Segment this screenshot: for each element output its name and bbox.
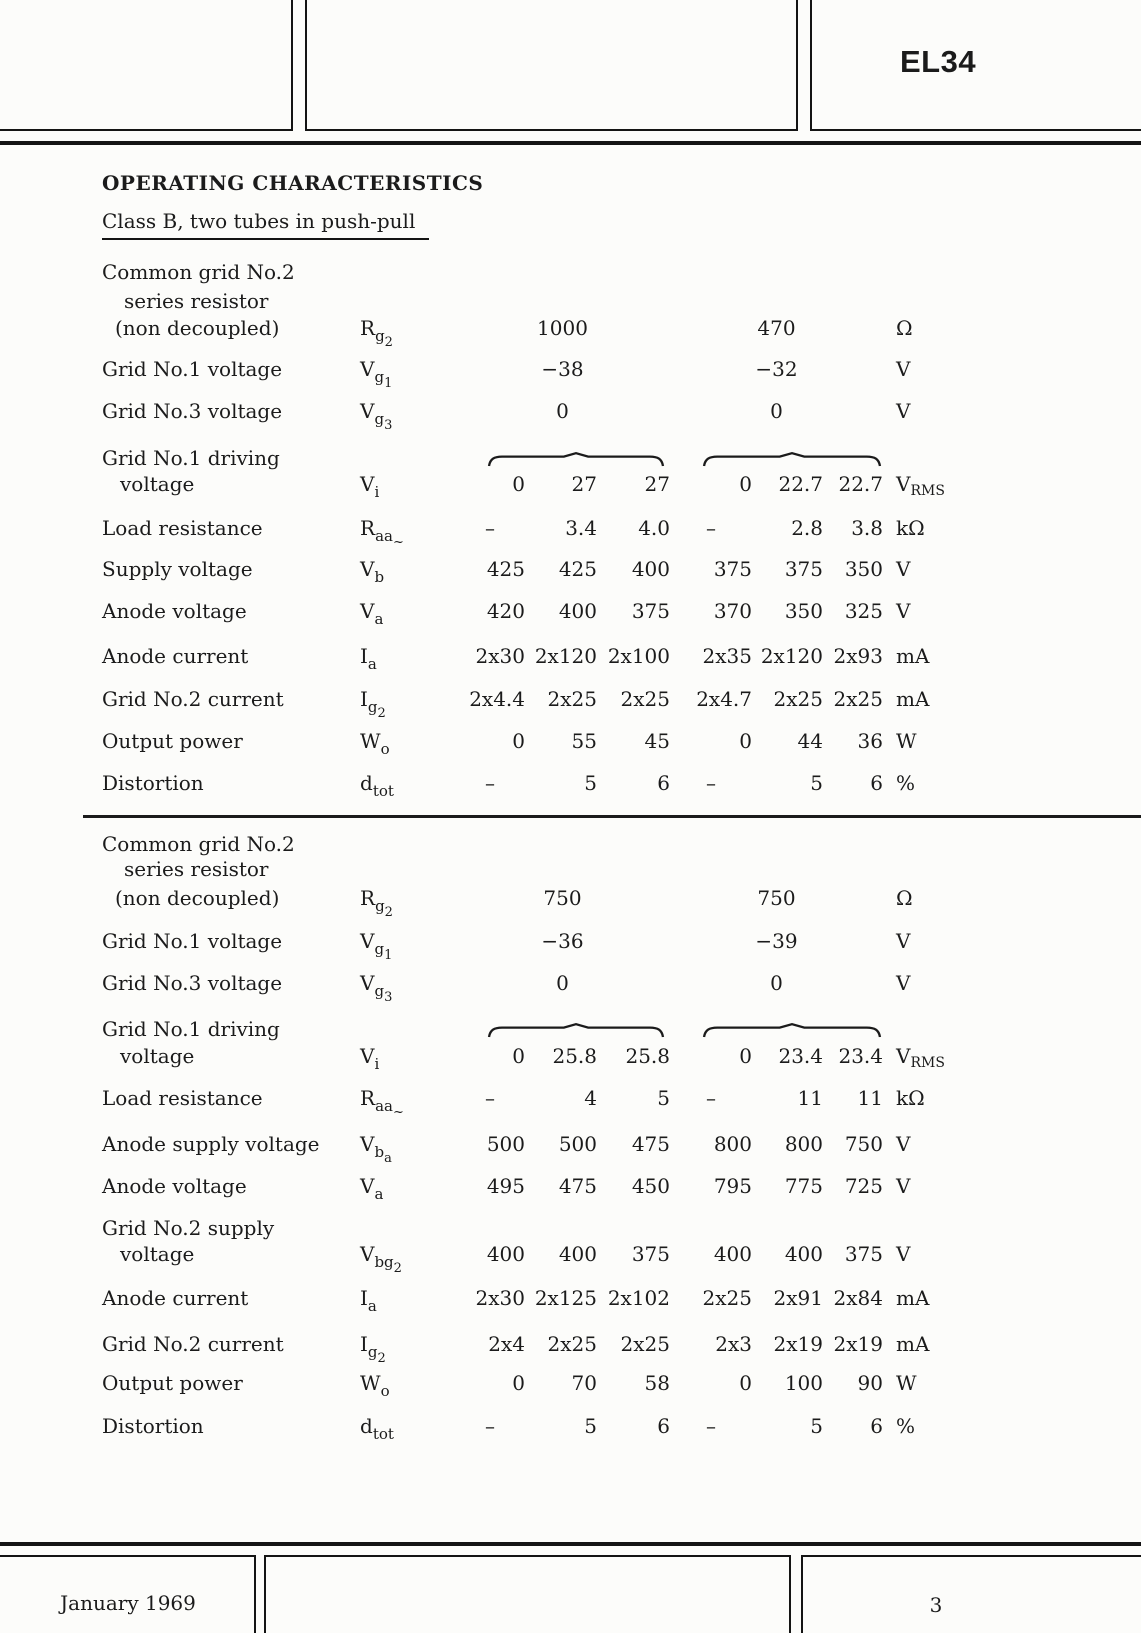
value-cell: 45 bbox=[644, 729, 670, 753]
unit-cell: mA bbox=[896, 1286, 930, 1310]
table-row bbox=[102, 1283, 964, 1313]
value-cell: 375 bbox=[844, 1242, 883, 1266]
value-cell: 500 bbox=[486, 1132, 525, 1156]
overbrace bbox=[487, 452, 665, 468]
value-cell: 2x19 bbox=[833, 1332, 883, 1356]
value-cell: 2x25 bbox=[702, 1286, 752, 1310]
value-cell: 2x120 bbox=[760, 644, 823, 668]
param-symbol: $V_{g3}$ bbox=[360, 971, 393, 1005]
param-label: Grid No.2 current bbox=[102, 687, 284, 711]
value-cell: 375 bbox=[784, 557, 823, 581]
value-cell: 3.8 bbox=[851, 516, 883, 540]
value-cell: 6 bbox=[870, 771, 883, 795]
value-cell: 23.4 bbox=[838, 1044, 883, 1068]
value-cell: 27 bbox=[571, 472, 597, 496]
param-symbol: $V_{g1}$ bbox=[360, 929, 393, 963]
value-cell: 400 bbox=[558, 1242, 597, 1266]
unit-cell: V bbox=[896, 1242, 911, 1266]
unit-cell: $V_{RMS}$ bbox=[896, 1044, 945, 1071]
page-number: 3 bbox=[929, 1593, 943, 1617]
header-frame-center bbox=[305, 0, 798, 131]
value-cell: – bbox=[485, 1414, 495, 1438]
value-cell: 400 bbox=[713, 1242, 752, 1266]
unit-cell: mA bbox=[896, 644, 930, 668]
header-frame-left bbox=[0, 0, 293, 131]
param-label: voltage bbox=[120, 472, 195, 496]
param-label: Grid No.3 voltage bbox=[102, 399, 283, 423]
value-cell: 2x19 bbox=[773, 1332, 823, 1356]
table-row bbox=[102, 968, 964, 1005]
table-row bbox=[102, 396, 964, 433]
value-cell: 0 bbox=[739, 472, 752, 496]
page-title: OPERATING CHARACTERISTICS bbox=[102, 171, 484, 195]
param-label: Grid No.2 supply bbox=[102, 1216, 275, 1240]
value-cell: – bbox=[485, 1086, 495, 1110]
param-symbol: $V_{g3}$ bbox=[360, 399, 393, 433]
value-cell: 23.4 bbox=[778, 1044, 823, 1068]
value-cell: 2.8 bbox=[791, 516, 823, 540]
overbrace bbox=[702, 452, 882, 468]
table-row bbox=[102, 1041, 964, 1071]
param-label: Output power bbox=[102, 729, 243, 753]
value-cell: 2x4.4 bbox=[469, 687, 525, 711]
value-cell: 350 bbox=[844, 557, 883, 581]
value-cell: 44 bbox=[797, 729, 823, 753]
param-label: Supply voltage bbox=[102, 557, 253, 581]
param-symbol: $V_{g1}$ bbox=[360, 357, 393, 391]
param-symbol: $V_{ba}$ bbox=[360, 1132, 392, 1166]
param-label: series resistor bbox=[124, 289, 269, 313]
param-label: Anode supply voltage bbox=[102, 1132, 320, 1156]
section-subtitle: Class B, two tubes in push-pull bbox=[102, 209, 429, 240]
value-cell: 425 bbox=[486, 557, 525, 581]
table-row bbox=[102, 469, 964, 499]
unit-cell: W bbox=[896, 1371, 917, 1395]
param-label: Grid No.1 driving bbox=[102, 446, 280, 470]
param-symbol: $d_{tot}$ bbox=[360, 771, 394, 800]
value-cell: 0 bbox=[512, 729, 525, 753]
table-row bbox=[102, 1083, 964, 1120]
unit-cell: $V_{RMS}$ bbox=[896, 472, 945, 499]
value-cell: 750 bbox=[543, 886, 582, 910]
unit-cell: V bbox=[896, 1132, 911, 1156]
overbrace bbox=[702, 1023, 882, 1039]
value-cell: 2x25 bbox=[833, 687, 883, 711]
value-cell: 495 bbox=[486, 1174, 525, 1198]
value-cell: 2x4.7 bbox=[696, 687, 752, 711]
value-cell: 0 bbox=[556, 971, 569, 995]
value-cell: 5 bbox=[810, 771, 823, 795]
value-cell: 375 bbox=[631, 1242, 670, 1266]
value-cell: 2x25 bbox=[547, 687, 597, 711]
value-cell: 2x91 bbox=[773, 1286, 823, 1310]
param-symbol: $V_b$ bbox=[360, 557, 385, 586]
value-cell: 475 bbox=[631, 1132, 670, 1156]
value-cell: 5 bbox=[810, 1414, 823, 1438]
table-row bbox=[102, 1171, 964, 1201]
value-cell: 2x25 bbox=[773, 687, 823, 711]
value-cell: 2x93 bbox=[833, 644, 883, 668]
value-cell: 36 bbox=[857, 729, 883, 753]
value-cell: 1000 bbox=[537, 316, 588, 340]
value-cell: 0 bbox=[512, 1044, 525, 1068]
value-cell: 27 bbox=[644, 472, 670, 496]
value-cell: 0 bbox=[739, 1371, 752, 1395]
table-row bbox=[102, 926, 964, 963]
table-row bbox=[102, 596, 964, 626]
value-cell: 0 bbox=[770, 399, 783, 423]
unit-cell: V bbox=[896, 357, 911, 381]
value-cell: 350 bbox=[784, 599, 823, 623]
value-cell: 775 bbox=[784, 1174, 823, 1198]
unit-cell: W bbox=[896, 729, 917, 753]
table-row bbox=[102, 726, 964, 756]
param-label: (non decoupled) bbox=[115, 886, 280, 910]
unit-cell: V bbox=[896, 557, 911, 581]
overbrace bbox=[487, 1023, 665, 1039]
table-row bbox=[102, 354, 964, 391]
footer-date: January 1969 bbox=[60, 1591, 196, 1615]
value-cell: 400 bbox=[784, 1242, 823, 1266]
param-label: Grid No.2 current bbox=[102, 1332, 284, 1356]
value-cell: 4 bbox=[584, 1086, 597, 1110]
value-cell: 90 bbox=[857, 1371, 883, 1395]
param-label: Grid No.1 voltage bbox=[102, 929, 283, 953]
value-cell: 325 bbox=[844, 599, 883, 623]
value-cell: 470 bbox=[757, 316, 796, 340]
value-cell: −32 bbox=[755, 357, 798, 381]
table-row bbox=[102, 641, 964, 671]
unit-cell: V bbox=[896, 971, 911, 995]
unit-cell: mA bbox=[896, 1332, 930, 1356]
value-cell: 400 bbox=[486, 1242, 525, 1266]
value-cell: −39 bbox=[755, 929, 798, 953]
param-label: Grid No.1 voltage bbox=[102, 357, 283, 381]
value-cell: 425 bbox=[558, 557, 597, 581]
param-label: Grid No.3 voltage bbox=[102, 971, 283, 995]
param-symbol: $d_{tot}$ bbox=[360, 1414, 394, 1443]
param-label: Anode voltage bbox=[102, 599, 247, 623]
param-symbol: $V_{bg2}$ bbox=[360, 1242, 402, 1276]
param-label: Output power bbox=[102, 1371, 243, 1395]
value-cell: 795 bbox=[713, 1174, 752, 1198]
value-cell: 6 bbox=[657, 1414, 670, 1438]
param-label: Grid No.1 driving bbox=[102, 1017, 280, 1041]
table-row bbox=[102, 1368, 964, 1398]
param-label: Anode current bbox=[102, 644, 249, 668]
value-cell: – bbox=[706, 1414, 716, 1438]
param-label: voltage bbox=[120, 1044, 195, 1068]
value-cell: 2x84 bbox=[833, 1286, 883, 1310]
value-cell: 2x120 bbox=[534, 644, 597, 668]
param-label: Common grid No.2 bbox=[102, 832, 295, 856]
unit-cell: Ω bbox=[896, 316, 913, 340]
table-row bbox=[102, 554, 964, 584]
table-row bbox=[102, 313, 964, 350]
tube-model-label: EL34 bbox=[900, 44, 977, 79]
unit-cell: V bbox=[896, 929, 911, 953]
unit-cell: kΩ bbox=[896, 1086, 925, 1110]
param-symbol: $I_a$ bbox=[360, 644, 377, 673]
table-row bbox=[102, 1129, 964, 1166]
table-row bbox=[102, 1329, 964, 1366]
value-cell: −36 bbox=[541, 929, 584, 953]
unit-cell: % bbox=[896, 1414, 916, 1438]
value-cell: 800 bbox=[713, 1132, 752, 1156]
param-label: Anode voltage bbox=[102, 1174, 247, 1198]
value-cell: 25.8 bbox=[625, 1044, 670, 1068]
value-cell: 0 bbox=[770, 971, 783, 995]
value-cell: 5 bbox=[584, 1414, 597, 1438]
value-cell: 375 bbox=[631, 599, 670, 623]
value-cell: 400 bbox=[631, 557, 670, 581]
value-cell: 3.4 bbox=[565, 516, 597, 540]
footer-rule bbox=[0, 1542, 1141, 1546]
value-cell: 500 bbox=[558, 1132, 597, 1156]
table-row bbox=[102, 257, 964, 287]
unit-cell: V bbox=[896, 599, 911, 623]
param-symbol: $V_a$ bbox=[360, 1174, 384, 1203]
table-row bbox=[102, 513, 964, 550]
value-cell: 725 bbox=[844, 1174, 883, 1198]
value-cell: 0 bbox=[512, 472, 525, 496]
value-cell: – bbox=[485, 771, 495, 795]
table-row bbox=[102, 1239, 964, 1276]
param-symbol: $R_{g2}$ bbox=[360, 316, 393, 350]
value-cell: 100 bbox=[784, 1371, 823, 1395]
value-cell: 2x3 bbox=[715, 1332, 752, 1356]
value-cell: 0 bbox=[739, 1044, 752, 1068]
value-cell: −38 bbox=[541, 357, 584, 381]
param-label: Distortion bbox=[102, 1414, 204, 1438]
value-cell: 55 bbox=[571, 729, 597, 753]
value-cell: 750 bbox=[757, 886, 796, 910]
value-cell: 2x125 bbox=[534, 1286, 597, 1310]
value-cell: 6 bbox=[870, 1414, 883, 1438]
value-cell: – bbox=[706, 771, 716, 795]
table-row bbox=[102, 1014, 964, 1044]
param-label: Distortion bbox=[102, 771, 204, 795]
header-rule bbox=[0, 141, 1141, 145]
unit-cell: mA bbox=[896, 687, 930, 711]
value-cell: 800 bbox=[784, 1132, 823, 1156]
param-label: voltage bbox=[120, 1242, 195, 1266]
unit-cell: V bbox=[896, 1174, 911, 1198]
value-cell: 22.7 bbox=[778, 472, 823, 496]
value-cell: 4.0 bbox=[638, 516, 670, 540]
table-row bbox=[102, 1411, 964, 1441]
value-cell: 2x25 bbox=[620, 687, 670, 711]
param-symbol: $R_{g2}$ bbox=[360, 886, 393, 920]
param-symbol: $W_o$ bbox=[360, 729, 390, 758]
value-cell: 450 bbox=[631, 1174, 670, 1198]
section-divider bbox=[83, 815, 1141, 818]
value-cell: – bbox=[706, 1086, 716, 1110]
table-row bbox=[102, 768, 964, 798]
param-symbol: $R_{aa\sim}$ bbox=[360, 1086, 404, 1120]
value-cell: 70 bbox=[571, 1371, 597, 1395]
param-symbol: $I_{g2}$ bbox=[360, 1332, 386, 1366]
value-cell: 400 bbox=[558, 599, 597, 623]
param-symbol: $V_i$ bbox=[360, 1044, 380, 1073]
param-symbol: $R_{aa\sim}$ bbox=[360, 516, 404, 550]
value-cell: 2x4 bbox=[488, 1332, 525, 1356]
param-label: series resistor bbox=[124, 857, 269, 881]
param-label: Load resistance bbox=[102, 1086, 263, 1110]
table-row bbox=[102, 286, 964, 316]
value-cell: 58 bbox=[644, 1371, 670, 1395]
value-cell: 5 bbox=[584, 771, 597, 795]
value-cell: 370 bbox=[713, 599, 752, 623]
param-label: Common grid No.2 bbox=[102, 260, 295, 284]
value-cell: 420 bbox=[486, 599, 525, 623]
param-symbol: $V_a$ bbox=[360, 599, 384, 628]
footer-frame-center bbox=[264, 1555, 791, 1633]
unit-cell: V bbox=[896, 399, 911, 423]
value-cell: – bbox=[706, 516, 716, 540]
value-cell: 2x30 bbox=[475, 644, 525, 668]
value-cell: 6 bbox=[657, 771, 670, 795]
param-label: (non decoupled) bbox=[115, 316, 280, 340]
table-row bbox=[102, 684, 964, 721]
value-cell: 5 bbox=[657, 1086, 670, 1110]
value-cell: 2x102 bbox=[607, 1286, 670, 1310]
param-symbol: $I_{g2}$ bbox=[360, 687, 386, 721]
value-cell: – bbox=[485, 516, 495, 540]
value-cell: 750 bbox=[844, 1132, 883, 1156]
value-cell: 0 bbox=[739, 729, 752, 753]
value-cell: 2x30 bbox=[475, 1286, 525, 1310]
value-cell: 25.8 bbox=[552, 1044, 597, 1068]
value-cell: 2x25 bbox=[547, 1332, 597, 1356]
value-cell: 0 bbox=[512, 1371, 525, 1395]
value-cell: 0 bbox=[556, 399, 569, 423]
value-cell: 2x100 bbox=[607, 644, 670, 668]
param-label: Load resistance bbox=[102, 516, 263, 540]
unit-cell: kΩ bbox=[896, 516, 925, 540]
value-cell: 475 bbox=[558, 1174, 597, 1198]
value-cell: 11 bbox=[857, 1086, 883, 1110]
unit-cell: % bbox=[896, 771, 916, 795]
param-symbol: $W_o$ bbox=[360, 1371, 390, 1400]
unit-cell: Ω bbox=[896, 886, 913, 910]
param-symbol: $I_a$ bbox=[360, 1286, 377, 1315]
value-cell: 11 bbox=[797, 1086, 823, 1110]
value-cell: 2x25 bbox=[620, 1332, 670, 1356]
table-row bbox=[102, 883, 964, 920]
param-label: Anode current bbox=[102, 1286, 249, 1310]
value-cell: 22.7 bbox=[838, 472, 883, 496]
value-cell: 2x35 bbox=[702, 644, 752, 668]
value-cell: 375 bbox=[713, 557, 752, 581]
param-symbol: $V_i$ bbox=[360, 472, 380, 501]
table-row bbox=[102, 854, 964, 884]
